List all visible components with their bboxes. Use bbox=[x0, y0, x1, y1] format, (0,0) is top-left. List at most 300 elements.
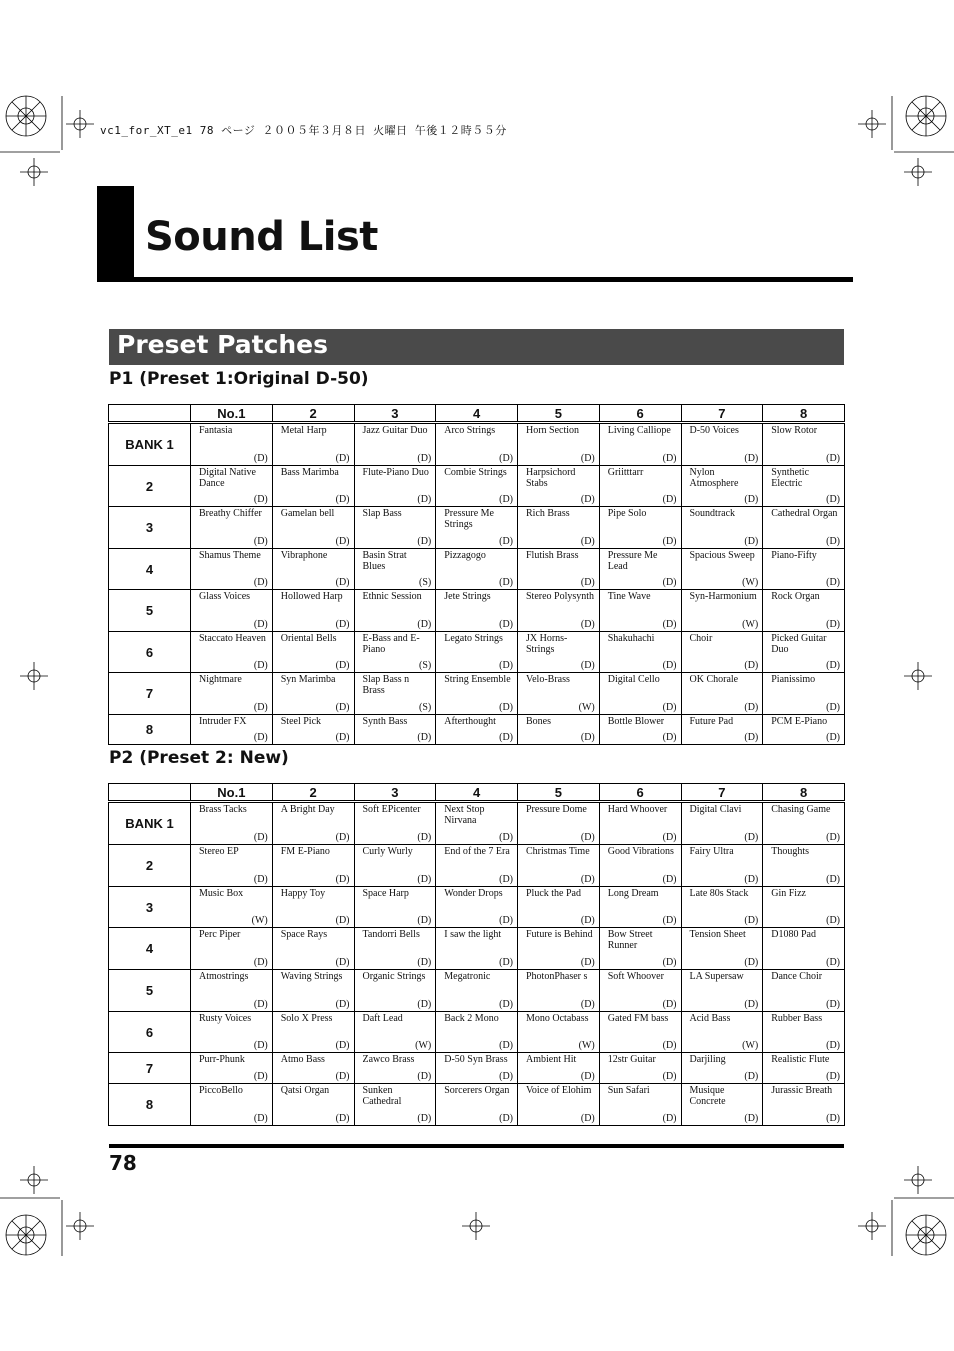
patch-entry bbox=[763, 590, 844, 631]
patch-name: Flutish Brass bbox=[526, 550, 579, 561]
patch-entry bbox=[191, 673, 272, 714]
patch-entry bbox=[355, 970, 436, 1011]
patch-entry bbox=[682, 1084, 763, 1125]
patch-name: Sun Safari bbox=[607, 1085, 650, 1096]
patch-type: (W) bbox=[742, 619, 759, 630]
patch-type: (D) bbox=[662, 832, 677, 843]
patch-cell bbox=[763, 1012, 845, 1053]
patch-type: (D) bbox=[744, 915, 759, 926]
patch-type: (D) bbox=[335, 577, 350, 588]
patch-type: (D) bbox=[580, 453, 595, 464]
patch-entry bbox=[763, 424, 844, 465]
patch-cell bbox=[681, 590, 763, 632]
patch-cell bbox=[436, 466, 518, 507]
patch-cell bbox=[354, 802, 436, 845]
patch-cell bbox=[518, 715, 600, 745]
patch-cell bbox=[599, 507, 681, 549]
patch-type: (W) bbox=[742, 1040, 759, 1051]
patch-cell bbox=[436, 1012, 518, 1053]
patch-name: Fairy Ultra bbox=[689, 846, 734, 857]
patch-cell bbox=[599, 1084, 681, 1126]
patch-cell bbox=[191, 549, 273, 590]
patch-type: (D) bbox=[744, 999, 759, 1010]
patch-entry bbox=[355, 590, 436, 631]
patch-cell bbox=[681, 507, 763, 549]
patch-cell bbox=[272, 1012, 354, 1053]
patch-type: (D) bbox=[499, 494, 513, 505]
patch-cell bbox=[681, 887, 763, 928]
patch-entry bbox=[682, 845, 763, 886]
patch-entry bbox=[682, 803, 763, 844]
patch-entry bbox=[600, 845, 681, 886]
patch-cell bbox=[763, 590, 845, 632]
patch-cell bbox=[354, 845, 436, 887]
patch-name: Atmo Bass bbox=[280, 1054, 325, 1065]
patch-type: (D) bbox=[826, 660, 840, 671]
patch-name: Megatronic bbox=[444, 971, 491, 982]
patch-entry bbox=[273, 1053, 354, 1083]
patch-entry bbox=[191, 632, 272, 672]
patch-name: Realistic Flute bbox=[771, 1054, 830, 1065]
patch-cell bbox=[191, 715, 273, 745]
table-row bbox=[109, 590, 845, 632]
patch-entry bbox=[273, 549, 354, 589]
patch-cell bbox=[436, 590, 518, 632]
patch-cell bbox=[272, 970, 354, 1012]
patch-name: Pluck the Pad bbox=[526, 888, 581, 899]
patch-name: Perc Piper bbox=[199, 929, 241, 940]
patch-cell bbox=[436, 1053, 518, 1084]
patch-type: (D) bbox=[826, 536, 840, 547]
table-row bbox=[109, 845, 845, 887]
patch-name: Griitttarr bbox=[607, 467, 644, 478]
patch-cell bbox=[272, 802, 354, 845]
patch-type: (D) bbox=[580, 494, 595, 505]
patch-cell bbox=[354, 549, 436, 590]
patch-type: (D) bbox=[335, 702, 350, 713]
patch-type: (D) bbox=[826, 494, 840, 505]
patch-type: (S) bbox=[419, 702, 432, 713]
patch-type: (D) bbox=[662, 453, 677, 464]
table-row bbox=[109, 970, 845, 1012]
patch-type: (W) bbox=[742, 577, 759, 588]
patch-type: (D) bbox=[417, 874, 432, 885]
patch-entry bbox=[436, 887, 517, 927]
patch-type: (D) bbox=[499, 577, 513, 588]
patch-cell bbox=[763, 549, 845, 590]
patch-entry bbox=[763, 466, 844, 506]
patch-type: (D) bbox=[253, 874, 268, 885]
patch-entry bbox=[682, 970, 763, 1011]
title-accent-bar bbox=[97, 186, 134, 280]
patch-name: Space Rays bbox=[280, 929, 328, 940]
patch-cell bbox=[191, 1012, 273, 1053]
patch-entry bbox=[600, 424, 681, 465]
patch-entry bbox=[191, 1053, 272, 1083]
patch-entry bbox=[273, 970, 354, 1011]
patch-entry bbox=[273, 673, 354, 714]
patch-entry bbox=[600, 803, 681, 844]
patch-type: (D) bbox=[335, 874, 350, 885]
patch-name: Nightmare bbox=[199, 674, 242, 685]
patch-entry bbox=[355, 673, 436, 714]
patch-cell bbox=[191, 1084, 273, 1126]
patch-entry bbox=[600, 549, 681, 589]
patch-cell bbox=[518, 802, 600, 845]
patch-entry bbox=[600, 1053, 681, 1083]
patch-name: Good Vibrations bbox=[607, 846, 674, 857]
patch-cell bbox=[763, 715, 845, 745]
patch-name: Darjiling bbox=[689, 1054, 726, 1065]
patch-entry bbox=[436, 928, 517, 969]
patch-cell bbox=[681, 423, 763, 466]
patch-cell bbox=[354, 466, 436, 507]
patch-type: (D) bbox=[499, 453, 513, 464]
patch-name: Picked Guitar Duo bbox=[771, 633, 827, 655]
patch-cell bbox=[681, 466, 763, 507]
patch-cell bbox=[191, 632, 273, 673]
patch-name: Glass Voices bbox=[199, 591, 251, 602]
patch-type: (D) bbox=[499, 1071, 513, 1082]
patch-type: (D) bbox=[499, 732, 513, 743]
patch-name: Pianissimo bbox=[771, 674, 816, 685]
patch-name: Curly Wurly bbox=[362, 846, 413, 857]
patch-name: Slap Bass bbox=[362, 508, 402, 519]
patch-type: (D) bbox=[826, 1040, 840, 1051]
patch-cell bbox=[354, 590, 436, 632]
patch-entry bbox=[273, 928, 354, 969]
patch-name: Gated FM bass bbox=[607, 1013, 669, 1024]
patch-name: Acid Bass bbox=[689, 1013, 731, 1024]
patch-name: Syn-Harmonium bbox=[689, 591, 757, 602]
table-row bbox=[109, 715, 845, 745]
patch-type: (D) bbox=[826, 915, 840, 926]
patch-cell bbox=[518, 845, 600, 887]
patch-cell bbox=[191, 845, 273, 887]
patch-type: (D) bbox=[662, 915, 677, 926]
patch-type: (D) bbox=[580, 536, 595, 547]
patch-cell bbox=[599, 423, 681, 466]
patch-entry bbox=[600, 970, 681, 1011]
patch-name: Daft Lead bbox=[362, 1013, 403, 1024]
patch-name: Happy Toy bbox=[280, 888, 326, 899]
patch-name: E-Bass and E-Piano bbox=[362, 633, 420, 655]
patch-name: Pressure Me Lead bbox=[607, 550, 658, 572]
patch-entry bbox=[763, 803, 844, 844]
patch-type: (D) bbox=[335, 832, 350, 843]
patch-cell bbox=[599, 466, 681, 507]
patch-entry bbox=[518, 590, 599, 631]
patch-cell bbox=[436, 970, 518, 1012]
patch-entry bbox=[191, 803, 272, 844]
patch-type: (D) bbox=[580, 619, 595, 630]
patch-cell bbox=[681, 632, 763, 673]
patch-cell bbox=[763, 423, 845, 466]
patch-entry bbox=[355, 715, 436, 744]
patch-cell bbox=[599, 715, 681, 745]
patch-entry bbox=[682, 632, 763, 672]
patch-name: Hollowed Harp bbox=[280, 591, 343, 602]
patch-cell bbox=[518, 507, 600, 549]
table-row bbox=[109, 1084, 845, 1126]
patch-name: Legato Strings bbox=[444, 633, 503, 644]
table-row bbox=[109, 1012, 845, 1053]
patch-entry bbox=[600, 1084, 681, 1125]
patch-cell bbox=[681, 1053, 763, 1084]
patch-cell bbox=[191, 970, 273, 1012]
patch-type: (D) bbox=[417, 957, 432, 968]
patch-entry bbox=[355, 632, 436, 672]
bank-label: 3 bbox=[109, 507, 191, 549]
patch-type: (D) bbox=[826, 999, 840, 1010]
patch-type: (D) bbox=[335, 1071, 350, 1082]
patch-entry bbox=[763, 549, 844, 589]
patch-type: (D) bbox=[826, 832, 840, 843]
patch-name: Stereo Polysynth bbox=[526, 591, 595, 602]
patch-entry bbox=[436, 803, 517, 844]
patch-entry bbox=[436, 673, 517, 714]
patch-cell bbox=[599, 802, 681, 845]
patch-entry bbox=[191, 590, 272, 631]
patch-cell bbox=[191, 423, 273, 466]
patch-type: (D) bbox=[662, 660, 677, 671]
patch-name: Music Box bbox=[199, 888, 244, 899]
patch-entry bbox=[682, 887, 763, 927]
patch-name: Back 2 Mono bbox=[444, 1013, 499, 1024]
patch-entry bbox=[518, 632, 599, 672]
bank-label: 7 bbox=[109, 673, 191, 715]
patch-name: Tension Sheet bbox=[689, 929, 746, 940]
patch-cell bbox=[763, 673, 845, 715]
patch-type: (D) bbox=[744, 1113, 759, 1124]
patch-entry bbox=[600, 673, 681, 714]
patch-name: String Ensemble bbox=[444, 674, 511, 685]
patch-name: Harpsichord Stabs bbox=[526, 467, 576, 489]
patch-type: (D) bbox=[662, 1071, 677, 1082]
patch-cell bbox=[763, 1053, 845, 1084]
patch-entry bbox=[273, 632, 354, 672]
bank-label: 6 bbox=[109, 1012, 191, 1053]
patch-cell bbox=[436, 715, 518, 745]
patch-type: (W) bbox=[251, 915, 268, 926]
patch-entry bbox=[763, 1053, 844, 1083]
patch-type: (D) bbox=[335, 732, 350, 743]
patch-cell bbox=[272, 507, 354, 549]
patch-cell bbox=[354, 423, 436, 466]
patch-entry bbox=[763, 673, 844, 714]
patch-entry bbox=[355, 928, 436, 969]
patch-entry bbox=[436, 970, 517, 1011]
patch-cell bbox=[354, 715, 436, 745]
patch-name: D-50 Voices bbox=[689, 425, 739, 436]
patch-name: Dance Choir bbox=[771, 971, 823, 982]
patch-entry bbox=[436, 715, 517, 744]
patch-name: Sunken Cathedral bbox=[362, 1085, 402, 1107]
patch-name: Digital Clavi bbox=[689, 804, 742, 815]
patch-cell bbox=[436, 507, 518, 549]
patch-cell bbox=[518, 1053, 600, 1084]
bank-label: 6 bbox=[109, 632, 191, 673]
column-header: 7 bbox=[681, 405, 763, 423]
patch-cell bbox=[354, 887, 436, 928]
patch-type: (D) bbox=[417, 619, 432, 630]
patch-name: Combie Strings bbox=[444, 467, 507, 478]
patch-cell bbox=[681, 1084, 763, 1126]
patch-entry bbox=[191, 970, 272, 1011]
patch-name: PCM E-Piano bbox=[771, 716, 828, 727]
patch-type: (D) bbox=[662, 999, 677, 1010]
patch-entry bbox=[436, 1084, 517, 1125]
patch-entry bbox=[682, 715, 763, 744]
patch-type: (D) bbox=[580, 577, 595, 588]
patch-entry bbox=[273, 887, 354, 927]
corner-cell bbox=[109, 405, 191, 423]
patch-entry bbox=[763, 887, 844, 927]
patch-entry bbox=[682, 1053, 763, 1083]
patch-entry bbox=[436, 632, 517, 672]
patch-name: Bow Street Runner bbox=[607, 929, 653, 951]
patch-name: Arco Strings bbox=[444, 425, 496, 436]
patch-name: 12str Guitar bbox=[607, 1054, 656, 1065]
patch-type: (S) bbox=[419, 577, 432, 588]
patch-entry bbox=[191, 845, 272, 886]
p1-heading: P1 (Preset 1:Original D-50) bbox=[109, 369, 369, 389]
patch-name: OK Chorale bbox=[689, 674, 739, 685]
patch-name: Late 80s Stack bbox=[689, 888, 749, 899]
patch-entry bbox=[682, 424, 763, 465]
patch-type: (D) bbox=[580, 999, 595, 1010]
patch-type: (D) bbox=[580, 915, 595, 926]
patch-name: Stereo EP bbox=[199, 846, 239, 857]
patch-entry bbox=[355, 1084, 436, 1125]
patch-entry bbox=[518, 549, 599, 589]
patch-entry bbox=[436, 590, 517, 631]
column-header: 6 bbox=[599, 405, 681, 423]
patch-type: (D) bbox=[744, 660, 759, 671]
patch-name: Intruder FX bbox=[199, 716, 247, 727]
patch-type: (D) bbox=[744, 702, 759, 713]
patch-entry bbox=[273, 1012, 354, 1052]
patch-entry bbox=[600, 887, 681, 927]
patch-cell bbox=[763, 466, 845, 507]
header-row bbox=[109, 784, 845, 802]
patch-cell bbox=[191, 887, 273, 928]
p2-heading: P2 (Preset 2: New) bbox=[109, 748, 289, 768]
patch-entry bbox=[682, 928, 763, 969]
patch-entry bbox=[355, 845, 436, 886]
patch-cell bbox=[763, 845, 845, 887]
patch-type: (D) bbox=[826, 1071, 840, 1082]
patch-entry bbox=[518, 845, 599, 886]
patch-name: Spacious Sweep bbox=[689, 550, 755, 561]
p1-sound-table bbox=[108, 404, 845, 745]
column-header: 4 bbox=[436, 784, 518, 802]
patch-name: Space Harp bbox=[362, 888, 409, 899]
patch-type: (D) bbox=[335, 915, 350, 926]
patch-entry bbox=[273, 507, 354, 548]
patch-cell bbox=[681, 845, 763, 887]
patch-name: Long Dream bbox=[607, 888, 659, 899]
patch-name: Pizzagogo bbox=[444, 550, 486, 561]
patch-type: (D) bbox=[253, 1040, 268, 1051]
patch-name: Living Calliope bbox=[607, 425, 671, 436]
patch-entry bbox=[191, 1084, 272, 1125]
patch-name: Basin Strat Blues bbox=[362, 550, 407, 572]
patch-cell bbox=[518, 549, 600, 590]
patch-cell bbox=[436, 887, 518, 928]
patch-cell bbox=[436, 802, 518, 845]
patch-name: Digital Cello bbox=[607, 674, 660, 685]
patch-name: Organic Strings bbox=[362, 971, 426, 982]
table-row bbox=[109, 549, 845, 590]
patch-name: Staccato Heaven bbox=[199, 633, 266, 644]
patch-entry bbox=[191, 1012, 272, 1052]
patch-cell bbox=[272, 928, 354, 970]
patch-type: (S) bbox=[419, 660, 432, 671]
patch-cell bbox=[599, 590, 681, 632]
patch-entry bbox=[436, 466, 517, 506]
patch-type: (D) bbox=[417, 536, 432, 547]
patch-cell bbox=[436, 632, 518, 673]
patch-name: Horn Section bbox=[526, 425, 580, 436]
patch-name: PiccoBello bbox=[199, 1085, 243, 1096]
patch-type: (D) bbox=[744, 494, 759, 505]
patch-name: Breathy Chiffer bbox=[199, 508, 262, 519]
patch-type: (D) bbox=[826, 874, 840, 885]
patch-entry bbox=[191, 715, 272, 744]
patch-entry bbox=[355, 466, 436, 506]
patch-type: (D) bbox=[335, 1113, 350, 1124]
patch-type: (D) bbox=[580, 832, 595, 843]
patch-entry bbox=[763, 928, 844, 969]
patch-entry bbox=[763, 507, 844, 548]
patch-cell bbox=[599, 928, 681, 970]
patch-entry bbox=[518, 1084, 599, 1125]
patch-type: (D) bbox=[744, 732, 759, 743]
patch-type: (D) bbox=[826, 732, 840, 743]
patch-cell bbox=[191, 928, 273, 970]
patch-cell bbox=[354, 632, 436, 673]
patch-entry bbox=[518, 1012, 599, 1052]
footer-rule bbox=[109, 1144, 844, 1148]
patch-entry bbox=[191, 507, 272, 548]
patch-name: Mono Octabass bbox=[526, 1013, 589, 1024]
patch-cell bbox=[763, 1084, 845, 1126]
patch-entry bbox=[436, 549, 517, 589]
patch-name: Syn Marimba bbox=[280, 674, 336, 685]
patch-type: (D) bbox=[499, 1113, 513, 1124]
patch-entry bbox=[682, 507, 763, 548]
patch-cell bbox=[681, 549, 763, 590]
patch-cell bbox=[436, 1084, 518, 1126]
patch-entry bbox=[682, 466, 763, 506]
patch-type: (D) bbox=[499, 915, 513, 926]
patch-type: (D) bbox=[417, 1113, 432, 1124]
table-row bbox=[109, 673, 845, 715]
patch-name: Wonder Drops bbox=[444, 888, 503, 899]
patch-type: (D) bbox=[580, 1071, 595, 1082]
patch-type: (D) bbox=[499, 660, 513, 671]
patch-entry bbox=[191, 928, 272, 969]
patch-entry bbox=[436, 507, 517, 548]
patch-type: (D) bbox=[253, 619, 268, 630]
patch-type: (D) bbox=[253, 702, 268, 713]
patch-cell bbox=[272, 632, 354, 673]
patch-cell bbox=[518, 887, 600, 928]
column-header: 4 bbox=[436, 405, 518, 423]
patch-type: (D) bbox=[744, 1071, 759, 1082]
patch-name: Shakuhachi bbox=[607, 633, 655, 644]
